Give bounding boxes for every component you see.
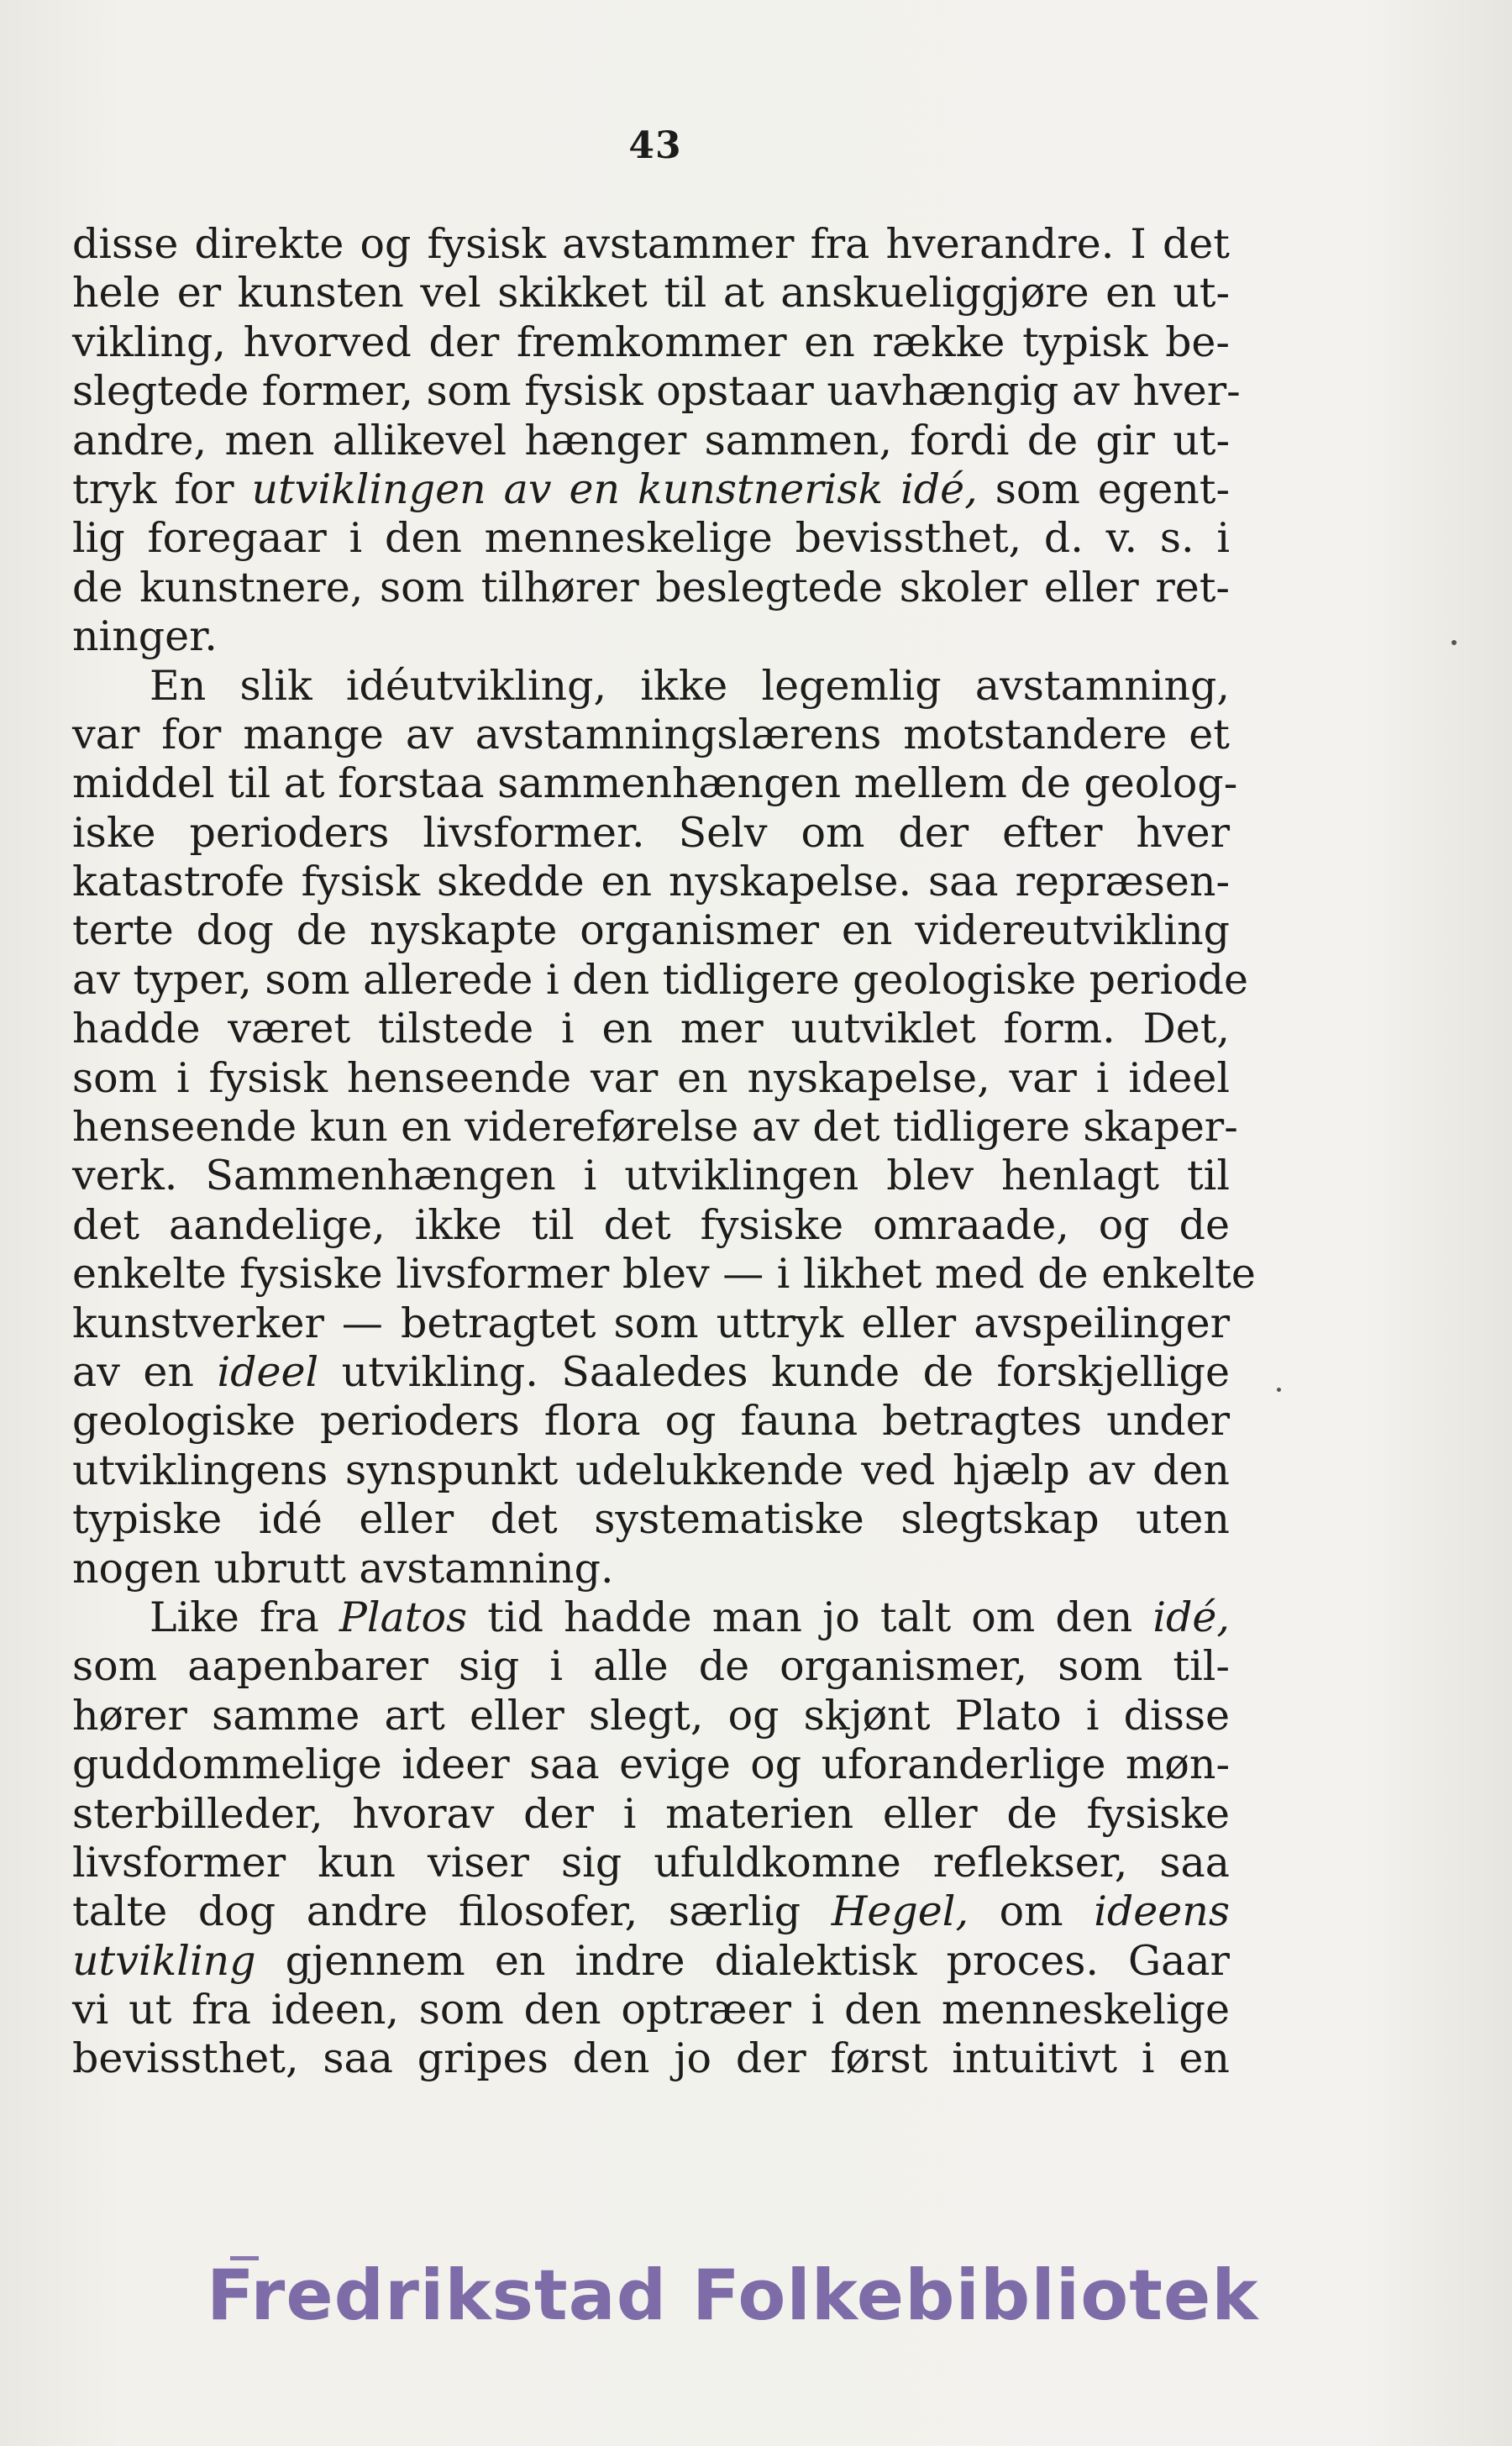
text-line	[72, 220, 1230, 269]
text-line	[72, 1887, 1230, 1936]
text-segment: middel til at forstaa sammenhængen mellem de geolog-	[72, 759, 1238, 808]
text-line	[72, 809, 1230, 858]
text-line	[72, 1839, 1230, 1887]
text-line	[72, 1201, 1230, 1250]
text-line	[72, 514, 1230, 563]
text-segment: tid hadde man jo talt om den	[467, 1593, 1153, 1641]
text-line	[72, 1937, 1230, 1986]
text-segment: bevissthet, saa gripes den jo der først intuitivt i en	[72, 2034, 1230, 2083]
text-segment: iske perioders livsformer. Selv om der efter hver	[72, 808, 1230, 857]
text-segment: av typer, som allerede i den tidligere geologiske periode	[72, 955, 1248, 1004]
text-line	[72, 1103, 1238, 1152]
text-segment: var for mange av avstamningslærens motstandere et	[72, 710, 1230, 758]
text-segment: utvikling. Saaledes kunde de forskjellige	[318, 1347, 1230, 1396]
text-segment: hele er kunsten vel skikket til at anskueliggjøre en ut-	[72, 269, 1230, 318]
text-segment: som egent-	[977, 465, 1231, 513]
text-line	[72, 1642, 1230, 1691]
emphasis-text: utvikling	[72, 1936, 256, 1985]
text-segment: terte dog de nyskapte organismer en videreutvikling	[72, 906, 1230, 955]
text-line	[72, 1152, 1230, 1200]
text-line	[72, 417, 1230, 465]
text-segment: utviklingens synspunkt udelukkende ved hjælp av den	[72, 1446, 1230, 1494]
body-text	[72, 220, 1256, 2084]
text-line	[72, 1740, 1230, 1789]
emphasis-text: utviklingen av en kunstnerisk idé,	[251, 465, 978, 513]
text-segment: sterbilleder, hvorav der i materien eller de fysiske	[72, 1789, 1230, 1838]
text-line	[72, 1397, 1230, 1446]
text-line	[72, 1446, 1230, 1495]
text-segment: vikling, hvorved der fremkommer en række typisk be-	[72, 318, 1230, 366]
text-segment: geologiske perioders flora og fauna betragtes under	[72, 1397, 1230, 1446]
text-segment: av en	[72, 1347, 218, 1396]
text-line	[72, 1495, 1230, 1544]
text-line	[72, 1986, 1230, 2034]
text-line	[72, 1545, 1230, 1593]
text-segment: talte dog andre filosofer, særlig	[72, 1887, 832, 1936]
text-segment: kunstverker — betragtet som uttryk eller avspeilinger	[72, 1299, 1230, 1347]
text-segment: livsformer kun viser sig ufuldkomne reflekser, saa	[72, 1838, 1230, 1887]
text-segment: En slik idéutvikling, ikke legemlig avstamning,	[150, 661, 1230, 710]
text-segment: disse direkte og fysisk avstammer fra hverandre. I det	[72, 220, 1230, 268]
text-line	[72, 2034, 1230, 2083]
text-line	[72, 1054, 1230, 1103]
text-segment: andre, men allikevel hænger sammen, fordi de gir ut-	[72, 416, 1230, 465]
text-line	[72, 1348, 1230, 1397]
text-segment: hører samme art eller slegt, og skjønt Plato i disse	[72, 1691, 1230, 1740]
text-line	[72, 858, 1230, 906]
text-segment: katastrofe fysisk skedde en nyskapelse. saa repræsen-	[72, 858, 1230, 906]
text-segment: de kunstnere, som tilhører beslegtede skoler eller ret-	[72, 563, 1230, 612]
text-segment: det aandelige, ikke til det fysiske omraade, og de	[72, 1200, 1230, 1249]
text-segment: ninger.	[72, 612, 218, 661]
text-line	[72, 1005, 1230, 1053]
text-segment: vi ut fra ideen, som den optræer i den menneskelige	[72, 1986, 1230, 2034]
text-segment: som i fysisk henseende var en nyskapelse, var i ideel	[72, 1053, 1230, 1102]
emphasis-text: Hegel,	[831, 1887, 969, 1936]
text-segment: slegtede former, som fysisk opstaar uavhængig av hver-	[72, 367, 1241, 416]
emphasis-text: idé,	[1152, 1593, 1231, 1641]
text-segment: henseende kun en videreførelse av det tidligere skaper-	[72, 1103, 1238, 1152]
text-line	[72, 612, 1230, 661]
text-line	[72, 564, 1230, 612]
text-segment: tryk for	[72, 465, 252, 513]
text-line	[72, 1790, 1230, 1839]
text-line	[72, 1692, 1230, 1740]
text-segment: Like fra	[150, 1593, 339, 1641]
emphasis-text: ideel	[217, 1347, 319, 1396]
text-line	[72, 759, 1238, 808]
text-line	[72, 906, 1230, 955]
text-line	[72, 1250, 1256, 1299]
text-line	[72, 465, 1230, 514]
text-segment: hadde været tilstede i en mer uutviklet form. Det,	[72, 1005, 1230, 1053]
text-line	[72, 955, 1248, 1005]
dust-speck	[1277, 1388, 1281, 1392]
text-line	[72, 269, 1230, 318]
text-segment: enkelte fysiske livsformer blev — i likhet med de enkelte	[72, 1250, 1256, 1299]
text-line	[72, 662, 1230, 711]
text-segment: lig foregaar i den menneskelige bevissthet, d. v. s. i	[72, 514, 1230, 563]
text-segment: guddommelige ideer saa evige og uforanderlige møn-	[72, 1740, 1230, 1789]
text-line	[72, 711, 1230, 759]
page-number: 43	[628, 124, 682, 167]
text-segment: verk. Sammenhængen i utviklingen blev henlagt til	[72, 1152, 1230, 1200]
text-segment: nogen ubrutt avstamning.	[72, 1544, 614, 1593]
dust-speck	[1452, 640, 1457, 645]
emphasis-text: ideens	[1094, 1887, 1230, 1936]
text-segment: om	[969, 1887, 1095, 1936]
text-line	[72, 1299, 1230, 1348]
text-line	[72, 1593, 1230, 1642]
emphasis-text: Platos	[339, 1593, 468, 1641]
text-segment: gjennem en indre dialektisk proces. Gaar	[255, 1936, 1230, 1985]
library-stamp: Fredrikstad Folkebibliotek	[207, 2254, 1259, 2336]
text-segment: som aapenbarer sig i alle de organismer, som til-	[72, 1642, 1230, 1691]
text-line	[72, 367, 1241, 416]
text-line	[72, 318, 1230, 367]
text-segment: typiske idé eller det systematiske slegtskap uten	[72, 1495, 1230, 1544]
